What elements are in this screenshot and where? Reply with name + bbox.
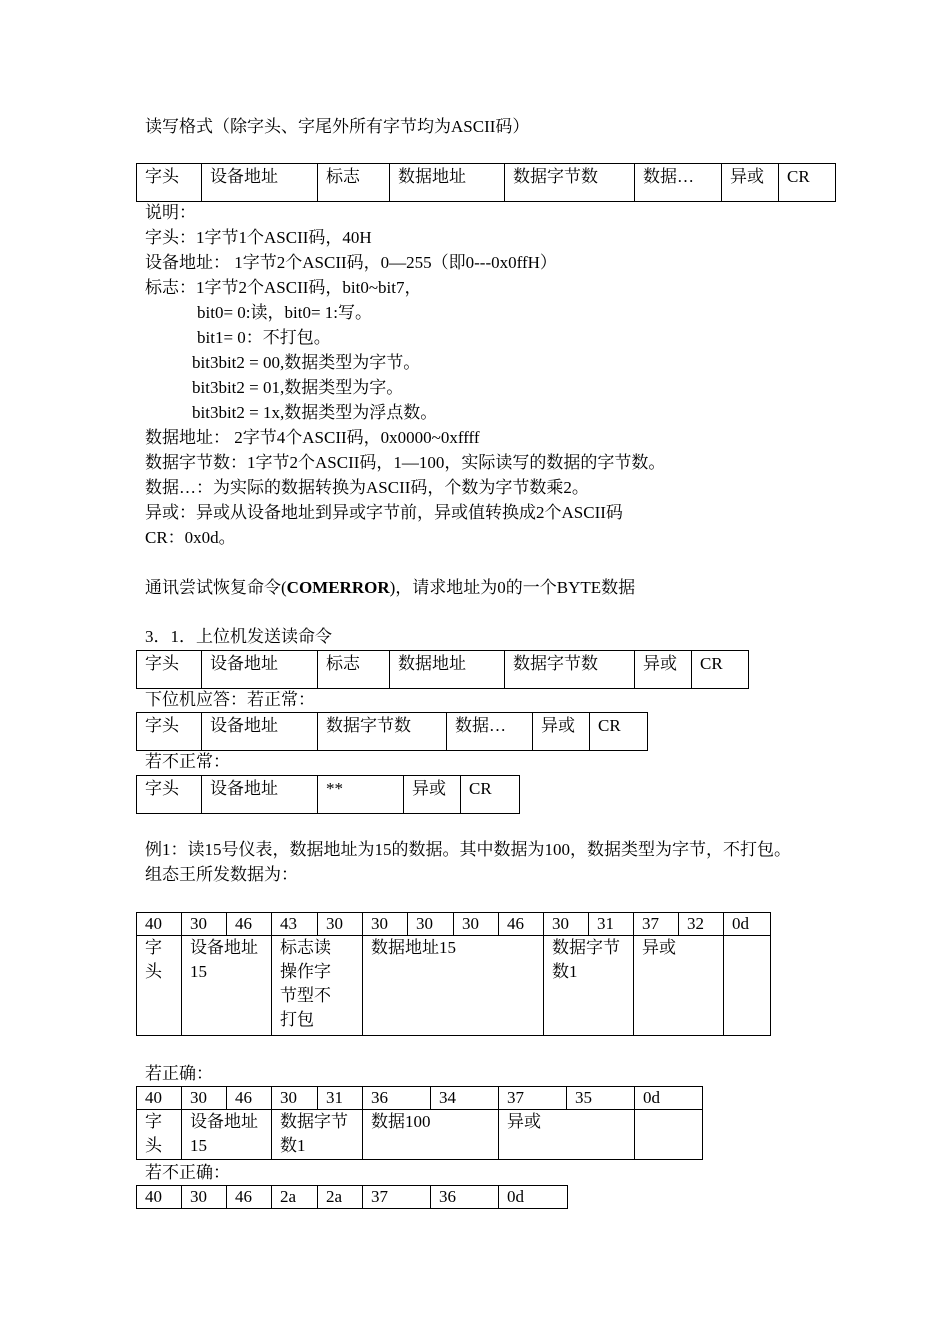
section-title: 3．1．上位机发送读命令 xyxy=(145,627,332,646)
label-cell: 数据字节数1 xyxy=(544,936,634,1036)
hex-cell: 40 xyxy=(137,1186,182,1209)
example-line-1: 例1：读15号仪表，数据地址为15的数据。其中数据为100，数据类型为字节，不打包。 xyxy=(145,840,791,859)
label-cell: 标志读操作字节型不打包 xyxy=(272,936,363,1036)
read-cmd-cell: 异或 xyxy=(635,651,692,689)
comerror-line: 通讯尝试恢复命令(COMERROR)，请求地址为0的一个BYTE数据 xyxy=(145,578,636,597)
resp-abnormal-cell: 字头 xyxy=(137,776,202,814)
resp-abnormal-cell: CR xyxy=(461,776,520,814)
hex-cell: 30 xyxy=(182,913,227,936)
desc-line: 异或：异或从设备地址到异或字节前，异或值转换成2个ASCII码 xyxy=(145,503,623,522)
desc-line: bit3bit2 = 1x,数据类型为浮点数。 xyxy=(192,403,438,422)
hex-cell: 2a xyxy=(318,1186,363,1209)
desc-line: 数据字节数：1字节2个ASCII码，1—100，实际读写的数据的字节数。 xyxy=(145,453,666,472)
resp-normal-cell: 数据字节数 xyxy=(318,713,447,751)
format-cell: 异或 xyxy=(722,164,779,202)
hex-cell: 34 xyxy=(431,1087,499,1110)
hex-cell: 0d xyxy=(724,913,771,936)
read-cmd-cell: 设备地址 xyxy=(202,651,318,689)
hex-cell: 30 xyxy=(272,1087,318,1110)
read-cmd-cell: 字头 xyxy=(137,651,202,689)
hex-cell: 31 xyxy=(589,913,634,936)
intro-text: 读写格式（除字头、字尾外所有字节均为ASCII码） xyxy=(145,117,530,136)
hex-cell: 46 xyxy=(227,1087,272,1110)
desc-line: 说明： xyxy=(145,203,196,222)
response-normal-table xyxy=(136,712,648,751)
desc-line: bit0= 0:读，bit0= 1:写。 xyxy=(197,303,373,322)
label-cell: 数据地址15 xyxy=(363,936,544,1036)
example-line-2: 组态王所发数据为： xyxy=(145,865,298,884)
hex-cell: 40 xyxy=(137,913,182,936)
desc-line: 设备地址： 1字节2个ASCII码，0—255（即0---0x0ffH） xyxy=(145,253,557,272)
resp-normal-cell: 异或 xyxy=(533,713,590,751)
desc-line: bit3bit2 = 00,数据类型为字节。 xyxy=(192,353,421,372)
hex-cell: 40 xyxy=(137,1087,182,1110)
hex-cell: 46 xyxy=(227,1186,272,1209)
hex-cell: 32 xyxy=(679,913,724,936)
label-cell: 异或 xyxy=(634,936,724,1036)
resp-normal-cell: CR xyxy=(590,713,648,751)
hex-cell: 30 xyxy=(544,913,589,936)
read-cmd-cell: CR xyxy=(692,651,749,689)
read-cmd-cell: 数据地址 xyxy=(390,651,505,689)
desc-line: bit3bit2 = 01,数据类型为字。 xyxy=(192,378,404,397)
hex-cell: 37 xyxy=(363,1186,431,1209)
resp-abnormal-cell: 设备地址 xyxy=(202,776,318,814)
correct-label: 若正确： xyxy=(145,1064,213,1083)
incorrect-label: 若不正确： xyxy=(145,1163,230,1182)
resp-normal-cell: 字头 xyxy=(137,713,202,751)
response-abnormal-table xyxy=(136,775,520,814)
label-cell: 设备地址15 xyxy=(182,936,272,1036)
read-cmd-cell: 数据字节数 xyxy=(505,651,635,689)
desc-line: 标志：1字节2个ASCII码，bit0~bit7， xyxy=(145,278,422,297)
desc-line: CR：0x0d。 xyxy=(145,528,236,547)
label-cell xyxy=(724,936,771,1036)
format-cell: 设备地址 xyxy=(202,164,318,202)
resp-abnormal-cell: ** xyxy=(318,776,404,814)
resp-abnormal-cell: 异或 xyxy=(404,776,461,814)
read-cmd-cell: 标志 xyxy=(318,651,390,689)
label-cell: 数据字节数1 xyxy=(272,1110,363,1160)
hex-cell: 46 xyxy=(499,913,544,936)
desc-line: bit1= 0：不打包。 xyxy=(197,328,331,347)
hex-cell: 2a xyxy=(272,1186,318,1209)
hex-cell: 30 xyxy=(454,913,499,936)
hex-cell: 31 xyxy=(318,1087,363,1110)
response-normal-label: 下位机应答：若正常： xyxy=(145,690,315,709)
format-table xyxy=(136,163,836,202)
label-cell: 字头 xyxy=(137,936,182,1036)
hex-cell: 30 xyxy=(318,913,363,936)
format-cell: 字头 xyxy=(137,164,202,202)
label-cell: 设备地址15 xyxy=(182,1110,272,1160)
example3-table xyxy=(136,1185,568,1209)
desc-line: 数据地址： 2字节4个ASCII码，0x0000~0xffff xyxy=(145,428,480,447)
resp-normal-cell: 数据… xyxy=(447,713,533,751)
hex-cell: 36 xyxy=(431,1186,499,1209)
read-command-table xyxy=(136,650,749,689)
hex-cell: 37 xyxy=(499,1087,567,1110)
label-cell xyxy=(635,1110,703,1160)
hex-cell: 30 xyxy=(363,913,408,936)
hex-cell: 36 xyxy=(363,1087,431,1110)
label-cell: 数据100 xyxy=(363,1110,499,1160)
format-cell: 数据… xyxy=(635,164,722,202)
resp-normal-cell: 设备地址 xyxy=(202,713,318,751)
format-cell: 数据地址 xyxy=(390,164,505,202)
hex-cell: 35 xyxy=(567,1087,635,1110)
format-cell: 标志 xyxy=(318,164,390,202)
hex-cell: 30 xyxy=(182,1186,227,1209)
hex-cell: 30 xyxy=(182,1087,227,1110)
hex-cell: 37 xyxy=(634,913,679,936)
hex-cell: 43 xyxy=(272,913,318,936)
example1-table xyxy=(136,912,771,1036)
desc-line: 字头：1字节1个ASCII码，40H xyxy=(145,228,372,247)
example2-table xyxy=(136,1086,703,1160)
label-cell: 字头 xyxy=(137,1110,182,1160)
response-abnormal-label: 若不正常： xyxy=(145,752,230,771)
hex-cell: 0d xyxy=(635,1087,703,1110)
format-cell: CR xyxy=(779,164,836,202)
hex-cell: 46 xyxy=(227,913,272,936)
hex-cell: 0d xyxy=(499,1186,568,1209)
hex-cell: 30 xyxy=(408,913,454,936)
format-cell: 数据字节数 xyxy=(505,164,635,202)
desc-line: 数据…：为实际的数据转换为ASCII码，个数为字节数乘2。 xyxy=(145,478,589,497)
label-cell: 异或 xyxy=(499,1110,635,1160)
